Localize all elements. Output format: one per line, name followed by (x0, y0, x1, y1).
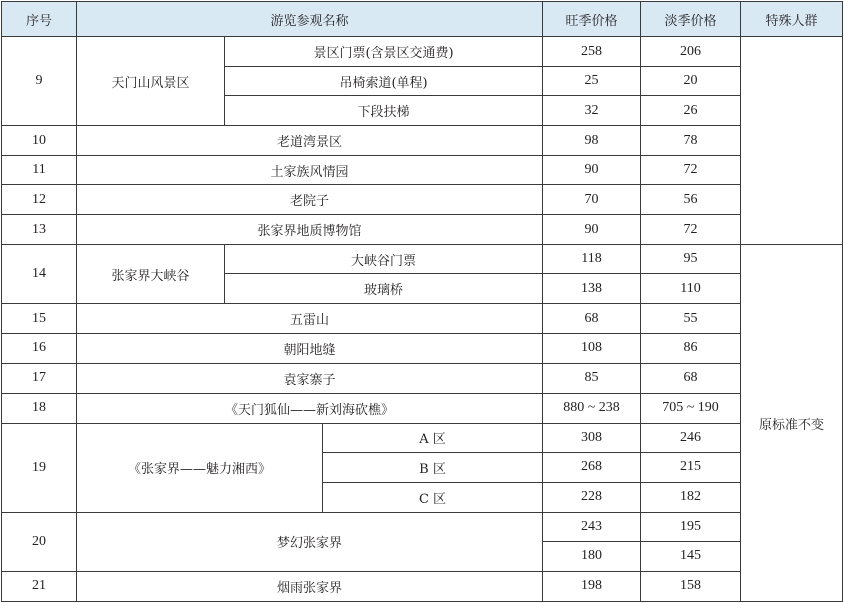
row-item-name: 景区门票(含景区交通费) (225, 37, 543, 67)
table-row (2, 334, 843, 363)
off-price: 145 (641, 541, 741, 571)
row-name: 土家族风情园 (77, 156, 543, 185)
row-number: 16 (2, 334, 77, 363)
row-name: 老道湾景区 (77, 126, 543, 156)
peak-price: 90 (543, 156, 641, 185)
peak-price: 243 (543, 512, 641, 541)
peak-price: 98 (543, 126, 641, 156)
table-row (2, 423, 843, 452)
row-number: 19 (2, 423, 77, 512)
row-item-name: 大峡谷门票 (225, 245, 543, 274)
peak-price: 25 (543, 67, 641, 96)
row-name: 张家界地质博物馆 (77, 215, 543, 245)
row-name: 梦幻张家界 (77, 512, 543, 571)
off-price: 26 (641, 96, 741, 126)
peak-price: 180 (543, 541, 641, 571)
row-name: 朝阳地缝 (77, 334, 543, 363)
table-row (2, 245, 843, 274)
header-peak-price: 旺季价格 (543, 2, 641, 37)
table-row (2, 393, 843, 423)
off-price: 95 (641, 245, 741, 274)
row-number: 13 (2, 215, 77, 245)
row-number: 14 (2, 245, 77, 304)
off-price: 56 (641, 185, 741, 215)
off-price: 195 (641, 512, 741, 541)
peak-price: 68 (543, 304, 641, 334)
row-name: 老院子 (77, 185, 543, 215)
peak-price: 198 (543, 571, 641, 601)
off-price: 182 (641, 482, 741, 512)
peak-price: 108 (543, 334, 641, 363)
peak-price: 308 (543, 423, 641, 452)
table-row (2, 215, 843, 245)
peak-price: 138 (543, 274, 641, 304)
peak-price: 258 (543, 37, 641, 67)
special-cell-empty (741, 37, 843, 245)
off-price: 110 (641, 274, 741, 304)
table-row (2, 304, 843, 334)
special-note: 原标准不变 (741, 245, 843, 602)
row-group-name: 天门山风景区 (77, 37, 225, 126)
off-price: 86 (641, 334, 741, 363)
header-off-price: 淡季价格 (641, 2, 741, 37)
price-table (1, 1, 843, 602)
row-number: 12 (2, 185, 77, 215)
row-number: 10 (2, 126, 77, 156)
table-row (2, 363, 843, 393)
row-item-name: A 区 (323, 423, 543, 452)
row-name: 烟雨张家界 (77, 571, 543, 601)
off-price: 215 (641, 452, 741, 482)
off-price: 78 (641, 126, 741, 156)
peak-price: 32 (543, 96, 641, 126)
row-group-name: 《张家界——魅力湘西》 (77, 423, 323, 512)
table-row (2, 512, 843, 541)
header-special: 特殊人群 (741, 2, 843, 37)
header-attraction: 游览参观名称 (77, 2, 543, 37)
table-row (2, 156, 843, 185)
row-group-name: 张家界大峡谷 (77, 245, 225, 304)
row-item-name: C 区 (323, 482, 543, 512)
row-item-name: B 区 (323, 452, 543, 482)
off-price: 158 (641, 571, 741, 601)
row-item-name: 玻璃桥 (225, 274, 543, 304)
off-price: 246 (641, 423, 741, 452)
peak-price: 268 (543, 452, 641, 482)
header-row (2, 2, 843, 37)
peak-price: 880 ~ 238 (543, 393, 641, 423)
table-row (2, 126, 843, 156)
header-no: 序号 (2, 2, 77, 37)
row-number: 9 (2, 37, 77, 126)
row-number: 17 (2, 363, 77, 393)
row-name: 五雷山 (77, 304, 543, 334)
row-number: 15 (2, 304, 77, 334)
off-price: 72 (641, 215, 741, 245)
off-price: 68 (641, 363, 741, 393)
off-price: 20 (641, 67, 741, 96)
off-price: 55 (641, 304, 741, 334)
row-number: 20 (2, 512, 77, 571)
peak-price: 85 (543, 363, 641, 393)
peak-price: 228 (543, 482, 641, 512)
row-item-name: 下段扶梯 (225, 96, 543, 126)
off-price: 705 ~ 190 (641, 393, 741, 423)
row-number: 11 (2, 156, 77, 185)
row-number: 21 (2, 571, 77, 601)
off-price: 72 (641, 156, 741, 185)
off-price: 206 (641, 37, 741, 67)
table-row (2, 185, 843, 215)
row-name: 袁家寨子 (77, 363, 543, 393)
row-item-name: 吊椅索道(单程) (225, 67, 543, 96)
peak-price: 90 (543, 215, 641, 245)
row-name: 《天门狐仙——新刘海砍樵》 (77, 393, 543, 423)
table-row (2, 571, 843, 601)
peak-price: 118 (543, 245, 641, 274)
row-number: 18 (2, 393, 77, 423)
peak-price: 70 (543, 185, 641, 215)
table-row (2, 37, 843, 67)
